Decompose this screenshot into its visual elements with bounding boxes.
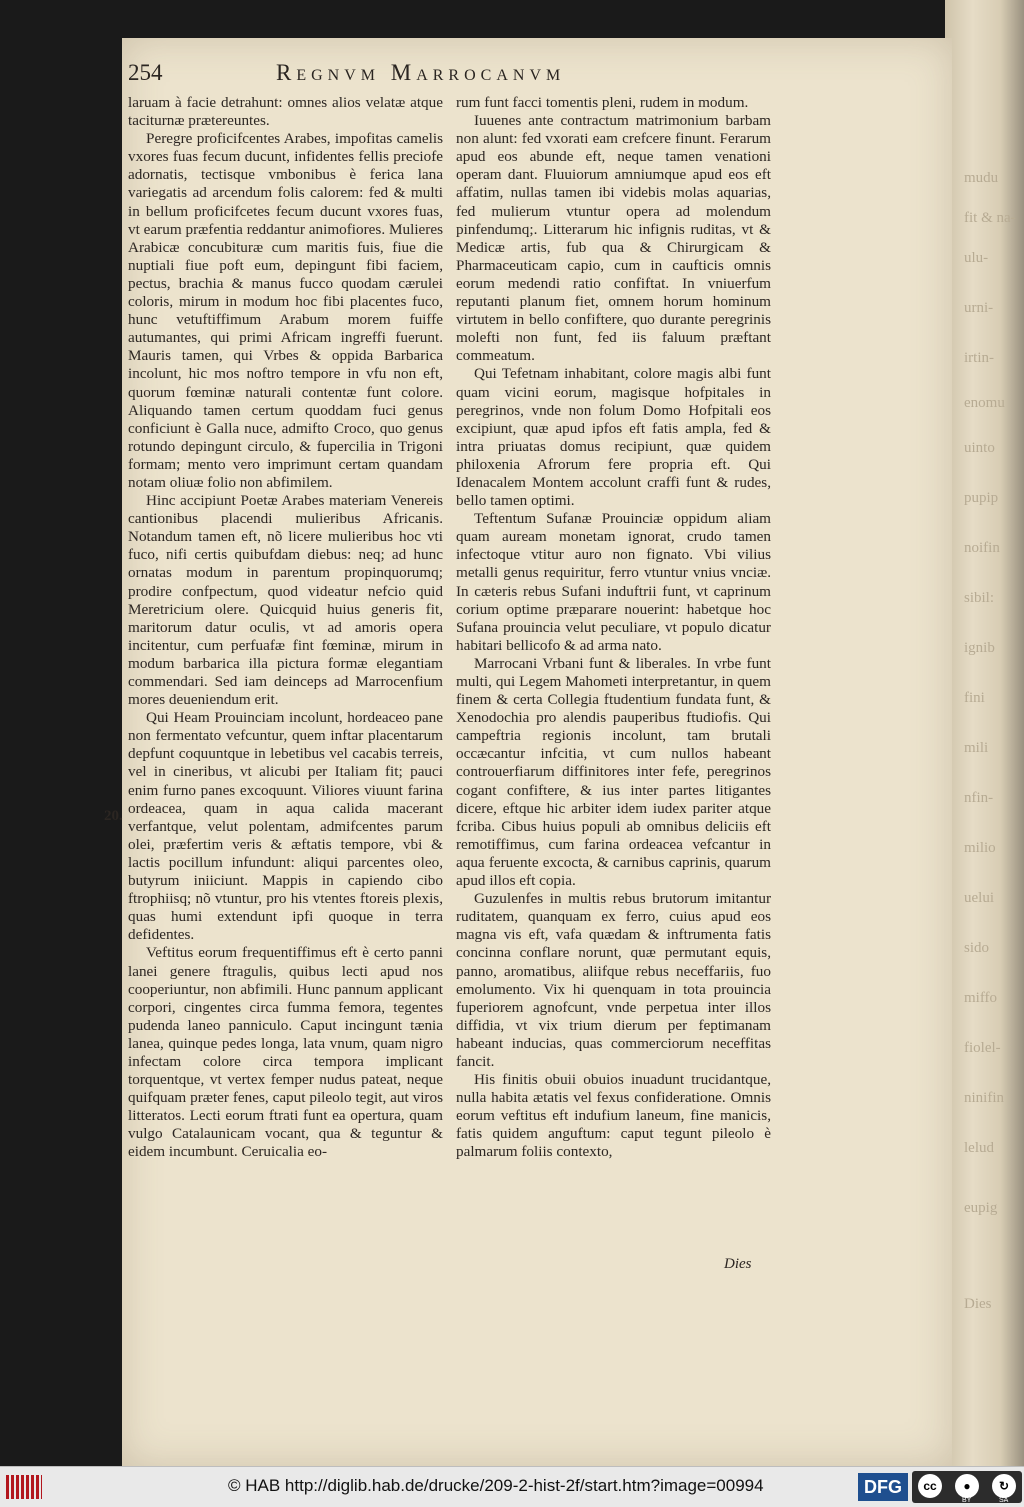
edge-text: mili (964, 740, 989, 756)
copyright-link[interactable]: © HAB http://diglib.hab.de/drucke/209-2-hist-2f/start.htm?image=00994 (228, 1476, 764, 1495)
edge-text: noifin (964, 540, 1000, 556)
paragraph: Iuuenes ante contractum matrimonium barbam non alunt: fed vxorati eam crefcere finunt. Ferarum apud eos abunde eft, neque tamen venationi operam dant. Fluuiorum amniumque apud eos eft affatim, nullas tamen ibi videbis molas aquarias, fed mulierum vtuntur opera ad molendum pinfendumq;. Litterarum hic infignis ruditas, vt & Medicæ artis, fub qua & Chirurgicam & Pharmaceuticam capio, cum in caufticis omnis eorum medendi ratio confiftat. In vniuerfum reputanti planum fiet, omnem horum hominum virtutem in bello confiftere, quo durante peregrinis molefti non funt, fed iis faluum præftant commeatum. (456, 112, 771, 365)
catchword: Dies (724, 1256, 752, 1272)
cc-icon: cc (918, 1474, 942, 1498)
footer-bar (0, 1466, 1024, 1507)
paragraph: Peregre proficifcentes Arabes, impofitas camelis vxores fuas fecum ducunt, infidentes fellis preciofe adornatis, tectisque vmbonibus è ferica lana variegatis ad arcendum folis calorem: fed & multi in bellum proficifcetes fecum ducunt vxores fuas, vt earum præfentia reddantur animofiores. Mulieres Arabicæ concubituræ cum maritis fuis, fiue die nuptiali fiue poft eum, depingunt fibi faciem, pectus, brachia & manus fucco quodam cærulei coloris, mirum in modum hoc fibi placentes fuco, hunc vetuftiffimum Arabum morem fuiffe autumantes, qui primi Africam ingreffi fuerunt. Mauris tamen, qui Vrbes & oppida Barbarica incolunt, hic mos noftro tempore in vfu non eft, quorum fœminæ naturali contentæ funt colore. Aliquando tamen certum quoddam fuci genus conficiunt è Galla nuce, admifto Croco, quo genus rotundo depingunt circulo, & fupercilia in Trigoni formam; mento vero imprimunt certam quandam notam oliuæ folio non abfimilem. (128, 130, 443, 491)
license-badge[interactable] (912, 1471, 1022, 1503)
right-column (456, 94, 771, 1162)
edge-text: ulu- (964, 250, 989, 266)
dfg-logo[interactable]: DFG (858, 1473, 908, 1501)
paragraph: laruam à facie detrahunt: omnes alios velatæ atque taciturnæ prætereuntes. (128, 94, 443, 130)
paragraph: Marrocani Vrbani funt & liberales. In vrbe funt multi, qui Legem Mahometi interpretantur, in quem finem & certa Collegia ftudentium fundata funt, & Xenodochia pro alendis pauperibus ftudiofis. Qui campeftria regionis incolunt, tam brutali occæcantur infcitia, vt cum nullos habeant controuerfiarum diffinitores inter fefe, peregrinos cogant confiftere, & ius inter partes litigantes dicere, eftque hic arbiter idem iudex pariter atque fcriba. Cibus huius populi ab omnibus deliciis eft remotiffimus, cum farina ordeacea vefcantur in aqua feruente excocta, & carnibus caprinis, quarum apud illos eft copia. (456, 654, 771, 890)
edge-text: miffo (964, 990, 998, 1006)
paragraph: Veftitus eorum frequentiffimus eft è certo panni lanei genere ftragulis, quibus lecti apud nos cooperiuntur, non abfimili. Hunc pannum applicant corpori, cingentes circa fumma femora, tegentes pudenda laneo panniculo. Caput incingunt tænia lanea, quinque pedes longa, lata vnum, quam nigro infectam colore circa tempora implicant torquentque, vt vertex femper nudus pateat, neque quifquam præter fenes, caput pileolo tegit, aut viros litteratos. Lecti eorum ftrati funt ea opertura, quam vulgo Catalaunicam vocant, qua & teguntur & eidem incumbunt. Ceruicalia eo- (128, 944, 443, 1161)
by-icon: ● (955, 1474, 979, 1498)
by-label: BY (962, 1497, 972, 1504)
edge-text: mudu (964, 170, 999, 186)
paragraph: Guzulenfes in multis rebus brutorum imitantur ruditatem, quanquam ex ferro, cuius apud eos magna vis eft, vafa quædam & inftrumenta fatis concinna conflare norunt, quæ permutant equis, panno, aromatibus, aliifque rebus neceffariis, fuo emolumento. Vix hi quenquam in tota prouincia fuperiorem agnofcunt, vnde perpetua inter illos diffidia, vt vix trium dierum per feptimanam habeant inducias, quas commerciorum neceffitas fancit. (456, 890, 771, 1070)
edge-text: sido (964, 940, 990, 956)
edge-text: fini (964, 690, 985, 706)
hab-logo-icon[interactable] (6, 1475, 42, 1499)
running-head (128, 60, 738, 92)
edge-text: ninifin (964, 1090, 1004, 1106)
paragraph: His finitis obuii obuios inuadunt trucidantque, nulla habita ætatis vel fexus confideratione. Omnis eorum veftitus eft indufium laneum, fine manicis, fatis quidem anguftum: caput tegunt pileolo è palmarum foliis contexto, (456, 1071, 771, 1161)
edge-text: pupip (964, 490, 999, 506)
edge-text: nfin- (964, 790, 994, 806)
edge-text: uinto (964, 440, 995, 456)
sa-label: SA (999, 1497, 1009, 1504)
edge-text: sibil: (964, 590, 995, 606)
edge-text: fiolel- (964, 1040, 1001, 1056)
paragraph: Teftentum Sufanæ Prouinciæ oppidum aliam quam auream monetam ignorat, crudo tamen infectoque vtitur auro non fignato. Vbi vilius metalli genus requiritur, ferro vtuntur vnius vnciæ. In cæteris rebus Sufani induftrii funt, vt caprinum corium optime præparare nouerint: habetque hoc Sufana prouincia velut peculiare, vt populo dicatur habitari bellicofo & ad arma nato. (456, 510, 771, 654)
sa-icon: ↻ (992, 1474, 1016, 1498)
edge-text: fit & na- (964, 210, 1016, 226)
paragraph: rum funt facci tomentis pleni, rudem in modum. (456, 94, 749, 111)
edge-text: urni- (964, 300, 994, 316)
edge-text: lelud (964, 1140, 994, 1156)
edge-text: irtin- (964, 350, 994, 366)
paragraph: Qui Tefetnam inhabitant, colore magis albi funt quam vicini eorum, magisque hofpitales in peregrinos, vnde non folum Domo Hofpitali eos excipiunt, quæ apud ipfos eft fatis ampla, fed & intra priuatas domus recipiunt, quæ quidem philoxenia Afrorum fere propria eft. Qui Idenacalem Montem accolunt craffi funt & rudes, bello tamen optimi. (456, 365, 771, 510)
paragraph: Qui Heam Prouinciam incolunt, hordeaceo pane non fermentato vefcuntur, quem inftar placentarum depfunt coquuntque in lebetibus vel cacabis terreis, vel in cineribus, vt alicubi per Italiam fit; pauci enim furno panes excoquunt. Viliores viuunt farina ordeacea, quam in aqua calida macerant verfantque, velut polentam, admifcentes parum olei, præfertim veris & æftatis tempore, vbi & lactis pocillum infundunt: aliqui parcentes oleo, butyrum iniiciunt. Mappis in capiendo cibo ftrophiisq; nõ vtuntur, pro his vtentes ftoreis plexis, quas humi extendunt ipfi quoque in terra defidentes. (128, 709, 443, 944)
edge-text: eupig (964, 1200, 998, 1216)
edge-text: ignib (964, 640, 995, 656)
edge-text: enomu (964, 395, 1005, 411)
edge-text: Dies (964, 1296, 992, 1312)
paragraph: Hinc accipiunt Poetæ Arabes materiam Venereis cantionibus placendi mulieribus Africanis. Notandum tamen eft, nõ licere mulieribus hoc vti fuco, nifi certis quibufdam diebus: neq; ad hunc ornatas modum in parentum propinquorumq; prodire confpectum, quod videatur nefcio quid Meretricium olere. Quicquid huius generis fit, maritorum datur oculis, vt ad amoris opera incitentur, cum perfuafæ fint fœminæ, mirum in modum barbarica illa pictura formæ elegantiam commendari. Sed iam deinceps ad Marrocenfium mores deueniendum erit. (128, 492, 443, 709)
page-number: 254 (128, 60, 163, 85)
edge-text: uelui (964, 890, 994, 906)
marginal-number: 20. (104, 808, 123, 824)
running-title: Regnvm Marrocanvm (276, 60, 566, 85)
left-column (128, 94, 443, 1162)
edge-text: milio (964, 840, 996, 856)
next-page-edge (945, 0, 1024, 1466)
